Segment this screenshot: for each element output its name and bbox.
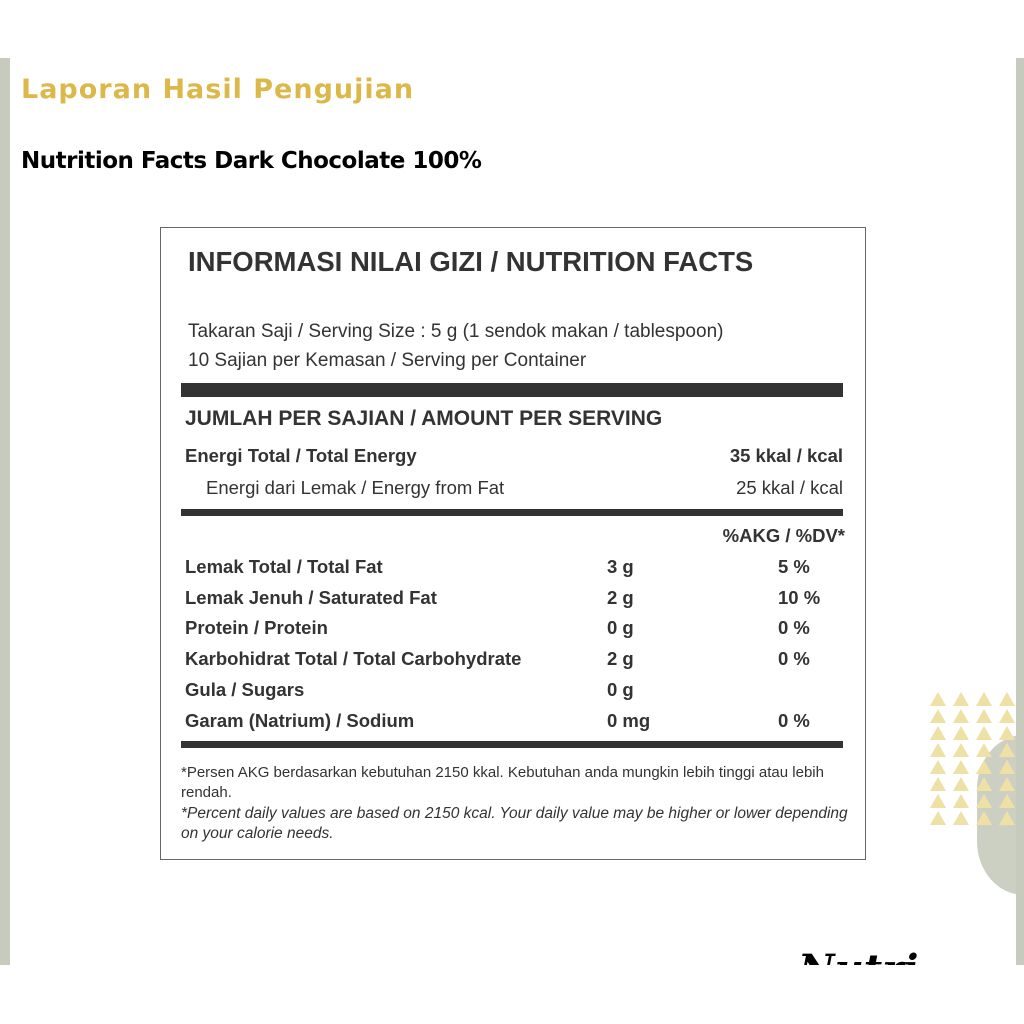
footnote-id: *Persen AKG berdasarkan kebutuhan 2150 kkal. Kebutuhan anda mungkin lebih tinggi atau lebih rendah. — [181, 764, 824, 801]
nutrient-dv: 5 % — [778, 556, 810, 577]
triangle-icon — [953, 709, 969, 723]
triangle-icon — [999, 692, 1015, 706]
triangle-icon — [930, 794, 946, 808]
nutrient-dv: 10 % — [778, 586, 821, 608]
triangle-icon — [930, 692, 946, 706]
triangle-icon — [930, 811, 946, 825]
triangle-icon — [999, 777, 1015, 791]
triangle-icon — [953, 692, 969, 706]
triangle-icon — [953, 811, 969, 825]
nutrient-amount: 2 g — [607, 648, 634, 670]
dv-header: %AKG / %DV* — [722, 525, 845, 546]
triangle-icon — [976, 811, 992, 825]
triangle-icon — [930, 743, 946, 757]
triangle-icon — [999, 743, 1015, 757]
nutrient-name: Lemak Total / Total Fat — [185, 556, 383, 577]
triangle-icon — [930, 777, 946, 791]
triangle-icon — [930, 709, 946, 723]
signature-decoration — [798, 950, 918, 965]
nutrient-amount: 2 g — [607, 586, 634, 608]
triangle-icon — [976, 709, 992, 723]
triangle-icon — [953, 777, 969, 791]
servings-per-container: 10 Sajian per Kemasan / Serving per Container — [188, 350, 587, 371]
fat-energy-label: Energi dari Lemak / Energy from Fat — [206, 477, 505, 498]
energy-label: Energi Total / Total Energy — [185, 445, 417, 466]
nutrient-dv: 0 % — [778, 709, 810, 731]
label-heading: INFORMASI NILAI GIZI / NUTRITION FACTS — [188, 246, 754, 277]
triangle-icon — [976, 692, 992, 706]
serving-size: Takaran Saji / Serving Size : 5 g (1 sendok makan / tablespoon) — [188, 321, 724, 342]
nutrient-name: Lemak Jenuh / Saturated Fat — [185, 586, 437, 608]
energy-value: 35 kkal / kcal — [729, 445, 843, 466]
triangle-icon — [999, 794, 1015, 808]
nutrient-name: Garam (Natrium) / Sodium — [185, 709, 415, 731]
fat-energy-value: 25 kkal / kcal — [736, 477, 843, 498]
page-title: Laporan Hasil Pengujian — [21, 74, 415, 105]
triangle-icon — [976, 760, 992, 774]
divider-bottom — [181, 741, 843, 748]
nutrient-amount: 0 mg — [607, 709, 651, 731]
triangle-icon — [999, 726, 1015, 740]
page-subtitle: Nutrition Facts Dark Chocolate 100% — [21, 148, 482, 174]
nutrient-name: Protein / Protein — [185, 617, 328, 639]
triangle-icon — [999, 811, 1015, 825]
nutrient-amount: 0 g — [607, 678, 634, 700]
triangle-icon — [953, 760, 969, 774]
divider-medium — [181, 509, 843, 516]
triangle-icon — [976, 777, 992, 791]
triangle-icon — [953, 743, 969, 757]
left-decor-bar — [0, 58, 10, 965]
triangle-icon — [999, 760, 1015, 774]
triangle-icon — [999, 709, 1015, 723]
triangle-icon — [976, 794, 992, 808]
triangle-icon — [976, 743, 992, 757]
nutrient-name: Gula / Sugars — [185, 678, 305, 700]
triangle-icon — [930, 760, 946, 774]
triangle-icon — [953, 794, 969, 808]
nutrient-dv: 0 % — [778, 617, 810, 639]
triangle-icon — [930, 726, 946, 740]
nutrient-amount: 0 g — [607, 617, 634, 639]
nutrient-name: Karbohidrat Total / Total Carbohydrate — [185, 648, 522, 670]
nutrition-facts-label — [160, 227, 866, 860]
nutrient-dv: 0 % — [778, 648, 810, 670]
footnote-en: *Percent daily values are based on 2150 kcal. Your daily value may be higher or lower depending on your calorie needs. — [181, 805, 848, 842]
divider-thick — [181, 383, 843, 397]
triangle-icon — [953, 726, 969, 740]
nutrient-amount: 3 g — [607, 556, 634, 577]
right-decor-bar — [1016, 58, 1024, 965]
triangle-pattern — [930, 692, 1022, 827]
triangle-icon — [976, 726, 992, 740]
amount-header: JUMLAH PER SAJIAN / AMOUNT PER SERVING — [185, 407, 663, 430]
